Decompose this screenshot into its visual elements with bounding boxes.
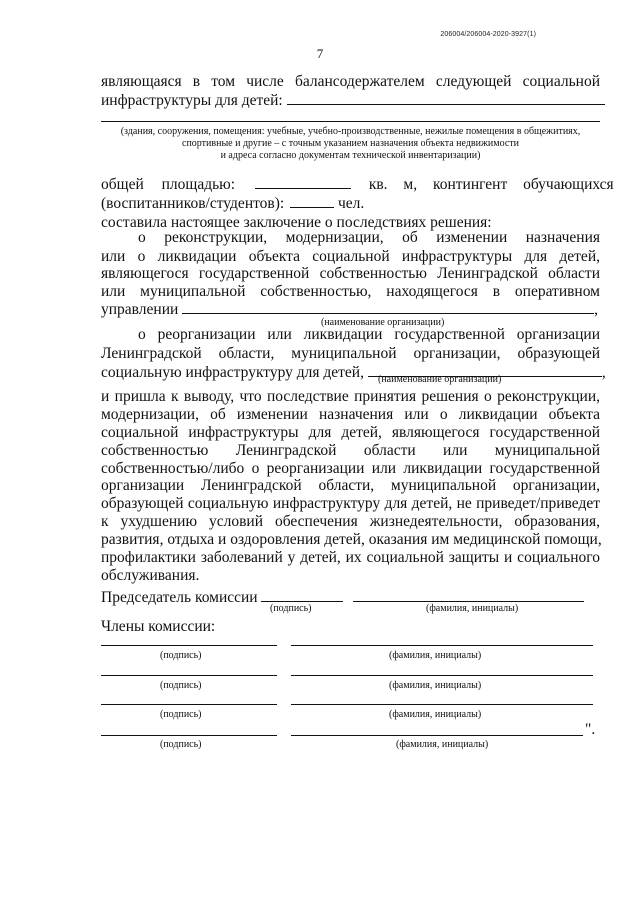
blank-infrastructure-line-2 [101,121,600,122]
page-number: 7 [316,46,324,61]
closing-quote: ". [585,721,596,738]
area-label: общей площадью: [101,176,236,193]
member-2-name-line [291,675,593,676]
member-4-name-line [291,735,583,736]
blank-area [255,176,351,189]
members-label: Члены комиссии: [101,618,216,635]
text-line-15: модернизации, об изменении назначения или о ликвидации объекта [101,406,600,423]
member-2-signature-caption: (подпись) [160,680,202,691]
text-line-19: организации Ленинградской области, муниципальной организации, [101,477,600,494]
text-line-21: к ухудшению условий обеспечения жизнедеятельности, образования, [101,513,600,530]
area-unit: кв. м, контингент обучающихся [368,176,614,193]
blank-infrastructure [287,92,605,105]
text-line-contingent [101,194,600,213]
text-line-20: образующей социальную инфраструктуру для детей, не приведет/приведет [101,495,600,512]
member-2-name-caption: (фамилия, инициалы) [389,680,482,691]
text-line-22: развития, отдыха и оздоровления детей, оказания им медицинской помощи, [101,531,602,548]
text-line-16: социальной инфраструктуры для детей, являющегося государственной [101,424,600,441]
text-line-2-label: инфраструктуры для детей: [101,92,283,109]
caption-organization-1: (наименование организации) [321,317,445,328]
contingent-label: (воспитанников/студентов): [101,195,285,212]
text-line-23: профилактики заболеваний у детей, их социальной защиты и социального [101,549,600,566]
member-2-signature-line [101,675,277,676]
chair-label: Председатель комиссии [101,589,258,606]
chair-row [101,588,600,607]
text-line-12: Ленинградской области, муниципальной организации, образующей [101,345,600,362]
text-line-6: о реконструкции, модернизации, об изменении назначения [138,229,600,246]
infrastructure-label: социальную инфраструктуру для детей, [101,364,364,381]
text-line-11: о реорганизации или ликвидации государственной организации [138,326,600,343]
document-id: 206004/206004-2020-3927(1) [440,31,536,38]
member-3-signature-caption: (подпись) [160,709,202,720]
text-line-7: или о ликвидации объекта социальной инфраструктуры для детей, [101,248,600,265]
member-3-name-caption: (фамилия, инициалы) [389,709,482,720]
caption-organization-2: (наименование организации) [378,374,502,385]
member-4-name-caption: (фамилия, инициалы) [396,739,489,750]
text-line-8: являющегося государственной собственностью Ленинградской области [101,265,600,282]
blank-contingent [290,195,334,208]
text-line-13 [101,363,606,382]
text-line-2 [101,91,600,110]
member-1-signature-caption: (подпись) [160,650,202,661]
text-line-5: составила настоящее заключение о последствиях решения: [101,214,492,231]
caption-object-1: (здания, сооружения, помещения: учебные, учебно-производственные, нежилые помещения в общежитиях, [120,126,581,137]
management-label: управлении [101,301,179,318]
text-line-18: собственностью/либо о реорганизации или ликвидации государственной [101,460,600,477]
text-line-1: являющаяся в том числе балансодержателем следующей социальной [101,73,600,90]
member-3-signature-line [101,704,277,705]
chair-signature-line [261,589,343,602]
chair-name-caption: (фамилия, инициалы) [426,603,519,614]
member-1-signature-line [101,645,277,646]
contingent-unit: чел. [337,195,365,212]
text-line-14: и пришла к выводу, что последствие принятия решения о реконструкции, [101,388,600,405]
comma-2: , [601,364,606,381]
chair-name-line [353,601,584,602]
member-1-name-caption: (фамилия, инициалы) [389,650,482,661]
caption-object-2: спортивные и другие – с точным указанием назначения объекта недвижимости [182,138,519,149]
member-4-signature-line [101,735,277,736]
text-line-9: или муниципальной собственностью, находящегося в оперативном [101,283,600,300]
blank-organization-1 [182,301,594,314]
text-line-area [101,175,614,194]
text-line-17: собственностью Ленинградской области или муниципальной [101,442,600,459]
member-3-name-line [291,704,593,705]
comma-1: , [594,301,599,318]
chair-signature-caption: (подпись) [270,603,312,614]
member-4-signature-caption: (подпись) [160,739,202,750]
member-1-name-line [291,645,593,646]
text-line-24: обслуживания. [101,567,200,584]
caption-object-3: и адреса согласно документам технической инвентаризации) [220,150,481,161]
